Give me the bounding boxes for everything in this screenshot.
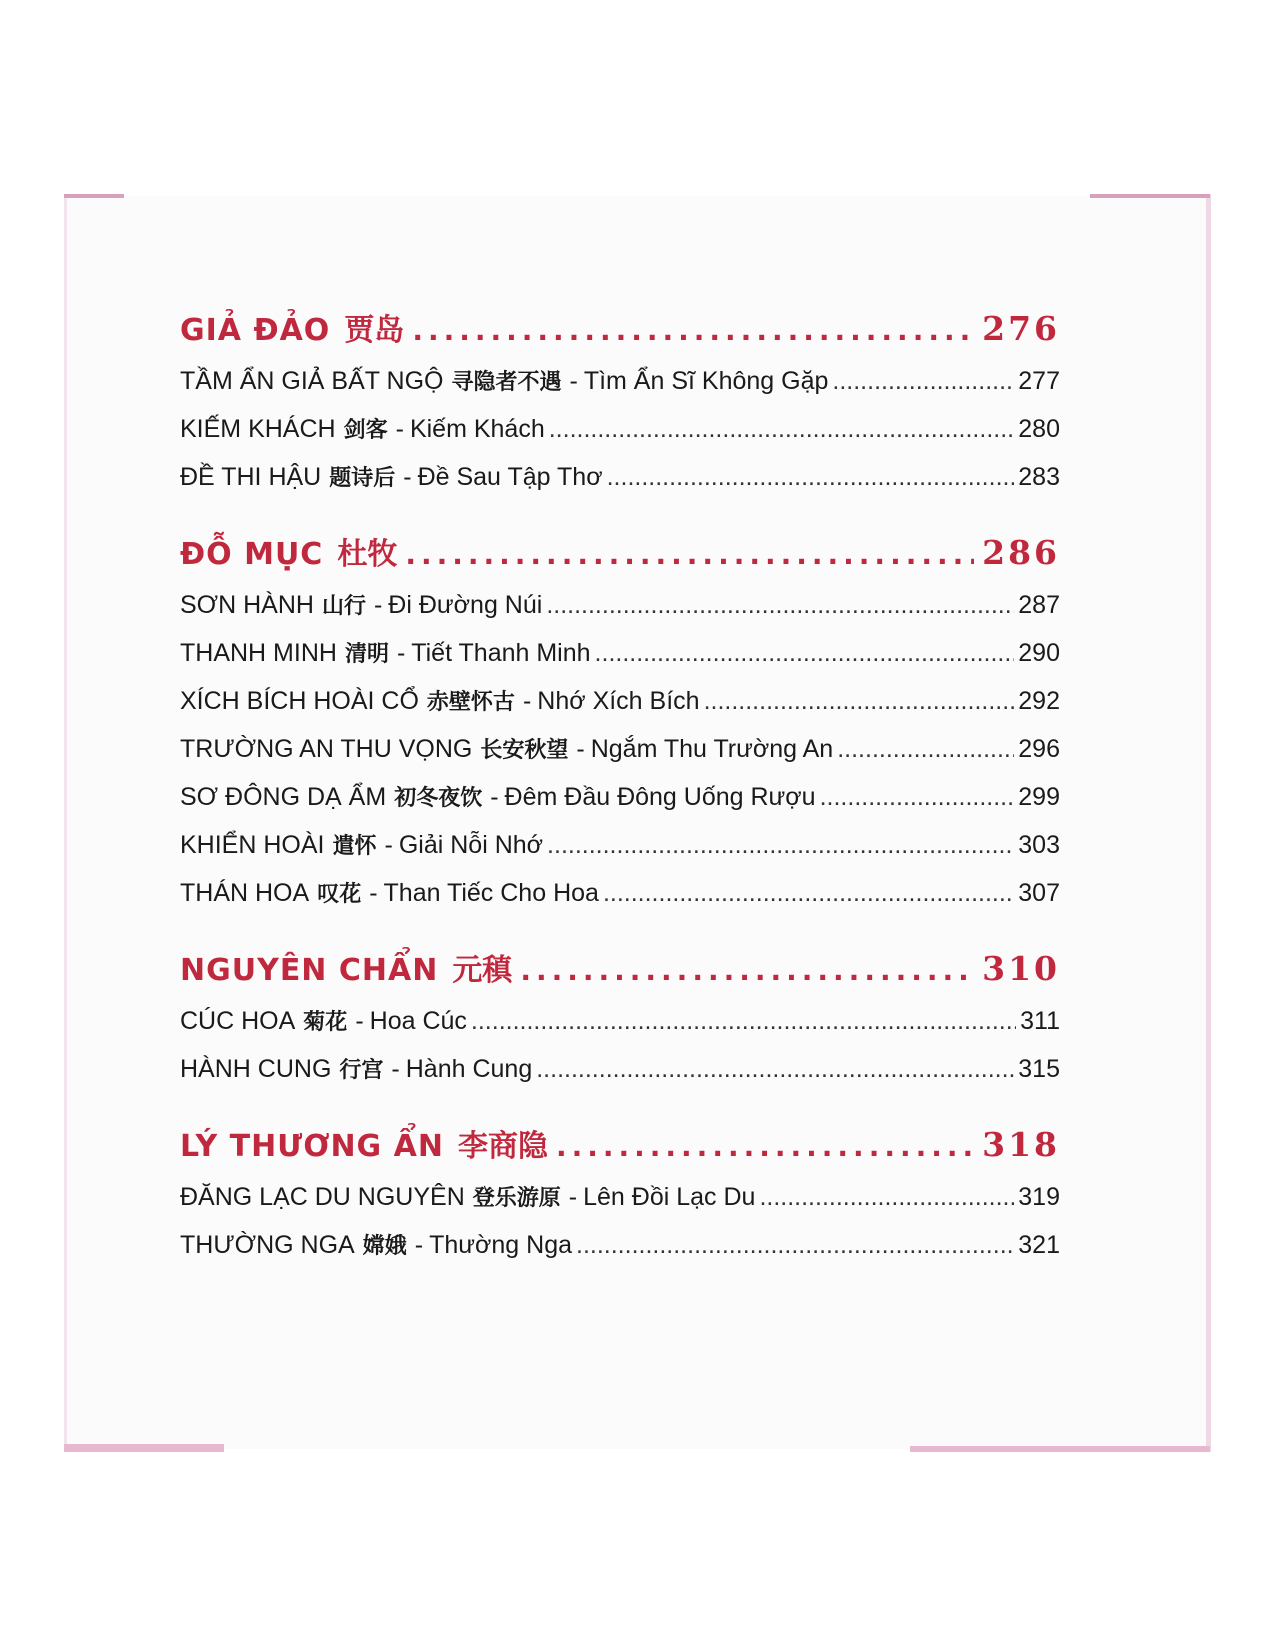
page-edge-bottom-right xyxy=(910,1446,1210,1452)
entry-page-number: 292 xyxy=(1018,687,1060,715)
toc-entry[interactable] xyxy=(180,733,1060,781)
entry-page-number: 290 xyxy=(1018,639,1060,667)
entry-vietnamese-title: Kiếm Khách xyxy=(409,415,545,443)
entry-separator: - xyxy=(391,1055,400,1083)
entry-separator: - xyxy=(414,1231,424,1259)
entry-vietnamese-title: Đêm Đầu Đông Uống Rượu xyxy=(504,783,816,811)
leader-dots xyxy=(603,879,1014,908)
toc-section xyxy=(180,1121,1060,1277)
leader-dots xyxy=(549,415,1015,444)
leader-dots xyxy=(412,314,974,347)
entry-vietnamese-title: Hoa Cúc xyxy=(369,1007,467,1035)
entry-chinese-title: 长安秋望 xyxy=(480,737,569,762)
entry-vietnamese-title: Lên Đồi Lạc Du xyxy=(583,1183,756,1211)
leader-dots xyxy=(547,831,1014,860)
entry-title: HÀNH CUNG xyxy=(180,1055,332,1083)
table-of-contents xyxy=(180,305,1060,1297)
entry-page-number: 307 xyxy=(1018,879,1060,907)
toc-entry[interactable] xyxy=(180,365,1060,413)
author-heading[interactable] xyxy=(180,1121,1060,1181)
entry-chinese-title: 叹花 xyxy=(317,881,362,906)
leader-dots xyxy=(704,687,1015,716)
toc-entry[interactable] xyxy=(180,461,1060,509)
entry-chinese-title: 赤壁怀古 xyxy=(426,689,515,714)
entry-title: SƠN HÀNH xyxy=(180,591,314,619)
leader-dots xyxy=(595,639,1015,668)
author-chinese-name: 李商隐 xyxy=(457,1129,548,1164)
author-page-number: 276 xyxy=(982,309,1060,348)
entry-title: TẦM ẨN GIẢ BẤT NGỘ xyxy=(180,367,444,395)
entry-chinese-title: 山行 xyxy=(321,593,366,618)
toc-section xyxy=(180,305,1060,509)
author-chinese-name: 元稹 xyxy=(452,953,513,988)
entry-chinese-title: 清明 xyxy=(344,641,389,666)
toc-entry[interactable] xyxy=(180,877,1060,925)
entry-vietnamese-title: Nhớ Xích Bích xyxy=(537,687,700,715)
entry-title: ĐỀ THI HẬU xyxy=(180,463,322,491)
leader-dots xyxy=(837,735,1014,764)
entry-page-number: 287 xyxy=(1018,591,1060,619)
toc-entry[interactable] xyxy=(180,589,1060,637)
entry-title: KIẾM KHÁCH xyxy=(180,415,336,443)
entry-separator: - xyxy=(369,879,378,907)
entry-separator: - xyxy=(395,415,404,443)
entry-vietnamese-title: Ngắm Thu Trường An xyxy=(590,735,834,763)
entry-vietnamese-title: Tiết Thanh Minh xyxy=(411,639,591,667)
entry-separator: - xyxy=(396,639,406,667)
author-page-number: 310 xyxy=(982,949,1060,988)
toc-entry[interactable] xyxy=(180,781,1060,829)
entry-separator: - xyxy=(490,783,499,811)
page-edge-bottom-left xyxy=(64,1444,224,1452)
entry-title: KHIỂN HOÀI xyxy=(180,831,325,859)
entry-separator: - xyxy=(568,1183,578,1211)
entry-vietnamese-title: Tìm Ẩn Sĩ Không Gặp xyxy=(583,367,829,395)
entry-chinese-title: 登乐游原 xyxy=(472,1185,561,1210)
entry-page-number: 280 xyxy=(1018,415,1060,443)
leader-dots xyxy=(471,1007,1016,1036)
leader-dots xyxy=(556,1130,974,1163)
toc-entry[interactable] xyxy=(180,1229,1060,1277)
entry-separator: - xyxy=(522,687,532,715)
entry-vietnamese-title: Đề Sau Tập Thơ xyxy=(417,463,603,491)
entry-page-number: 303 xyxy=(1018,831,1060,859)
entry-chinese-title: 菊花 xyxy=(303,1009,348,1034)
author-page-number: 286 xyxy=(982,533,1060,572)
leader-dots xyxy=(546,591,1014,620)
page-edge-top-left xyxy=(64,194,124,198)
entry-title: THÁN HOA xyxy=(180,879,310,907)
entry-chinese-title: 题诗后 xyxy=(329,465,396,490)
entry-title: THƯỜNG NGA xyxy=(180,1231,355,1259)
entry-title: ĐĂNG LẠC DU NGUYÊN xyxy=(180,1183,465,1211)
author-name: GIẢ ĐẢO xyxy=(180,313,331,348)
leader-dots xyxy=(607,463,1015,492)
author-page-number: 318 xyxy=(982,1125,1060,1164)
entry-chinese-title: 遣怀 xyxy=(332,833,377,858)
toc-entry[interactable] xyxy=(180,413,1060,461)
entry-page-number: 296 xyxy=(1018,735,1060,763)
leader-dots xyxy=(832,367,1014,396)
toc-section xyxy=(180,945,1060,1101)
toc-entry[interactable] xyxy=(180,1181,1060,1229)
leader-dots xyxy=(820,783,1015,812)
entry-title: SƠ ĐÔNG DẠ ẨM xyxy=(180,783,387,811)
leader-dots xyxy=(520,954,974,987)
entry-separator: - xyxy=(576,735,585,763)
entry-vietnamese-title: Đi Đường Núi xyxy=(388,591,543,619)
toc-entry[interactable] xyxy=(180,685,1060,733)
entry-page-number: 311 xyxy=(1020,1007,1060,1035)
entry-title: TRƯỜNG AN THU VỌNG xyxy=(180,735,473,763)
leader-dots xyxy=(536,1055,1014,1084)
entry-title: THANH MINH xyxy=(180,639,337,667)
entry-page-number: 299 xyxy=(1018,783,1060,811)
author-name: LÝ THƯƠNG ẨN xyxy=(180,1129,444,1164)
entry-title: XÍCH BÍCH HOÀI CỔ xyxy=(180,687,419,715)
entry-vietnamese-title: Thường Nga xyxy=(429,1231,572,1259)
author-heading[interactable] xyxy=(180,305,1060,365)
page-edge-top-right xyxy=(1090,194,1210,198)
author-heading[interactable] xyxy=(180,529,1060,589)
entry-page-number: 283 xyxy=(1018,463,1060,491)
author-chinese-name: 贾岛 xyxy=(344,313,405,348)
entry-vietnamese-title: Hành Cung xyxy=(405,1055,533,1083)
entry-chinese-title: 嫦娥 xyxy=(362,1233,407,1258)
entry-page-number: 321 xyxy=(1018,1231,1060,1259)
page-edge-right xyxy=(1206,194,1211,1452)
entry-vietnamese-title: Than Tiếc Cho Hoa xyxy=(383,879,599,907)
entry-title: CÚC HOA xyxy=(180,1007,296,1035)
toc-section xyxy=(180,529,1060,925)
leader-dots xyxy=(405,538,974,571)
toc-entry[interactable] xyxy=(180,829,1060,877)
entry-chinese-title: 寻隐者不遇 xyxy=(451,369,562,394)
toc-entry[interactable] xyxy=(180,1053,1060,1101)
entry-separator: - xyxy=(373,591,383,619)
author-chinese-name: 杜牧 xyxy=(337,537,398,572)
entry-chinese-title: 剑客 xyxy=(343,417,388,442)
entry-page-number: 319 xyxy=(1018,1183,1060,1211)
entry-separator: - xyxy=(569,367,578,395)
entry-chinese-title: 初冬夜饮 xyxy=(394,785,483,810)
toc-entry[interactable] xyxy=(180,637,1060,685)
entry-separator: - xyxy=(384,831,393,859)
leader-dots xyxy=(759,1183,1014,1212)
entry-page-number: 277 xyxy=(1018,367,1060,395)
toc-entry[interactable] xyxy=(180,1005,1060,1053)
entry-separator: - xyxy=(355,1007,364,1035)
author-name: ĐỖ MỤC xyxy=(180,537,324,572)
entry-separator: - xyxy=(403,463,412,491)
entry-chinese-title: 行宫 xyxy=(339,1057,384,1082)
leader-dots xyxy=(576,1231,1014,1260)
author-heading[interactable] xyxy=(180,945,1060,1005)
entry-vietnamese-title: Giải Nỗi Nhớ xyxy=(398,831,544,859)
page-edge-left xyxy=(64,194,67,1452)
entry-page-number: 315 xyxy=(1018,1055,1060,1083)
author-name: NGUYÊN CHẨN xyxy=(180,953,439,988)
